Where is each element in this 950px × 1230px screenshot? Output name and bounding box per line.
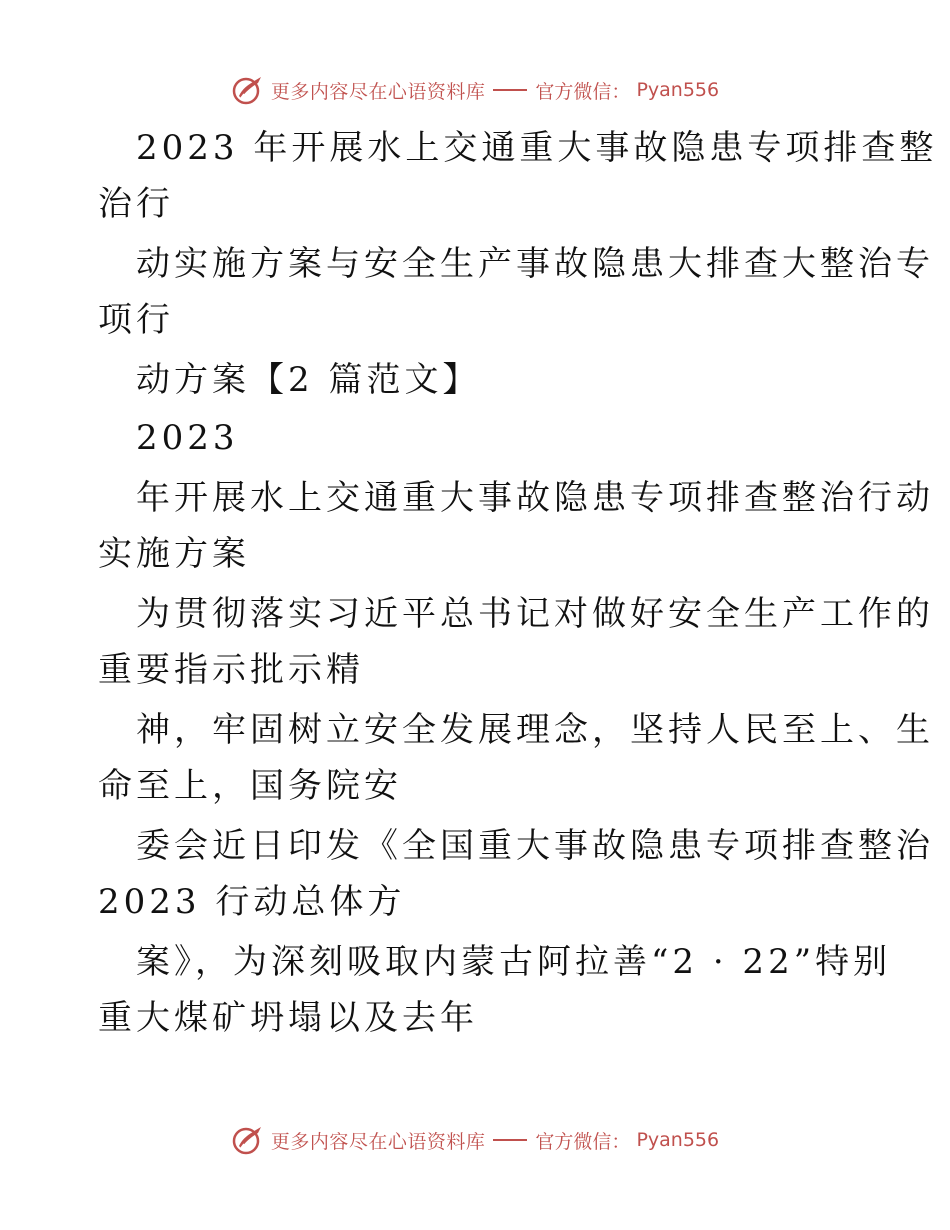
- body-line: 委会近日印发《全国重大事故隐患专项排查整治: [136, 826, 934, 866]
- body-line: 动方案【2 篇范文】: [136, 360, 481, 400]
- banner-wechat-id: Pyan556: [636, 1129, 720, 1151]
- banner-site-text: 更多内容尽在心语资料库: [270, 80, 486, 103]
- body-line: 重要指示批示精: [98, 650, 364, 690]
- header-banner: [0, 70, 950, 110]
- banner-wechat-label: 官方微信：: [535, 1130, 631, 1153]
- body-line: 2023 年开展水上交通重大事故隐患专项排查整: [136, 128, 938, 168]
- body-line: 神，牢固树立安全发展理念，坚持人民至上、生: [136, 710, 934, 750]
- body-line: 项行: [98, 300, 174, 340]
- body-line: 年开展水上交通重大事故隐患专项排查整治行动: [136, 478, 934, 518]
- pen-logo-icon: [231, 1123, 265, 1157]
- body-line: 命至上，国务院安: [98, 766, 402, 806]
- banner-dash-divider: [493, 89, 527, 91]
- banner-wechat-id: Pyan556: [636, 79, 720, 101]
- body-line: 治行: [98, 184, 174, 224]
- body-line: 案》，为深刻吸取内蒙古阿拉善“2 · 22”特别: [136, 942, 892, 982]
- pen-logo-icon: [231, 73, 265, 107]
- banner-site-text: 更多内容尽在心语资料库: [270, 1130, 486, 1153]
- body-line: 动实施方案与安全生产事故隐患大排查大整治专: [136, 244, 934, 284]
- body-line: 实施方案: [98, 534, 250, 574]
- body-line: 2023: [136, 418, 239, 458]
- body-line: 重大煤矿坍塌以及去年: [98, 998, 478, 1038]
- footer-banner: [0, 1120, 950, 1160]
- body-line: 2023 行动总体方: [98, 882, 406, 922]
- body-line: 为贯彻落实习近平总书记对做好安全生产工作的: [136, 594, 934, 634]
- banner-wechat-label: 官方微信：: [535, 80, 631, 103]
- banner-dash-divider: [493, 1139, 527, 1141]
